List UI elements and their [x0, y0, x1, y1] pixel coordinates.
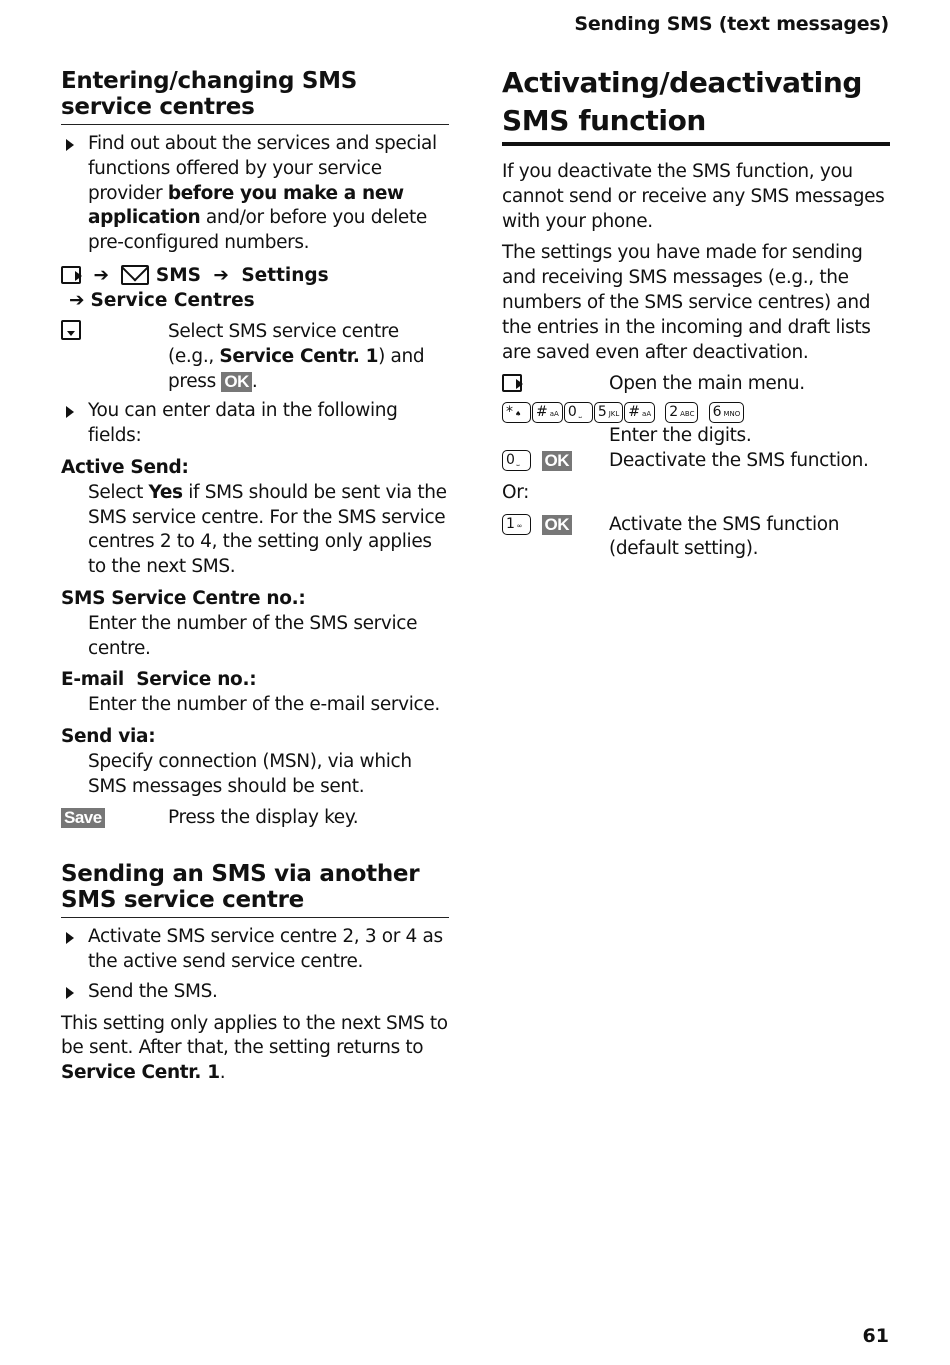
- menu-item-settings: Settings: [241, 264, 329, 286]
- bullet-triangle-icon: [66, 406, 74, 418]
- main-menu-icon: [61, 266, 81, 284]
- arrow-icon: ➔: [93, 264, 109, 286]
- key-1: 1 ∞: [502, 514, 531, 535]
- bullet-triangle-icon: [66, 932, 74, 944]
- digit-key-sequence: [502, 402, 890, 423]
- key-2: 2 ABC: [665, 402, 698, 423]
- field-active-send: Active Send: Select Yes if SMS should be sent via the SMS service centre. For the SMS service centres 2 to 4, the setting only applies to the next SMS.: [61, 456, 447, 578]
- right-column: [502, 64, 890, 562]
- arrow-icon: ➔: [69, 289, 85, 311]
- left-column: [61, 68, 449, 1086]
- bullet-triangle-icon: [66, 139, 74, 151]
- step-select-service-centre: Select SMS service centre (e.g., Service Centr. 1) and press OK .: [61, 320, 449, 394]
- bullet-triangle-icon: [66, 987, 74, 999]
- ok-display-key: OK: [221, 372, 252, 392]
- step-activate: 1 ∞ OK Activate the SMS function (default setting).: [502, 513, 890, 563]
- bullet-enter-fields: You can enter data in the following fields:: [61, 399, 449, 449]
- key-0: 0 ⎵: [564, 402, 593, 423]
- section-heading-activating-sms: Activating/deactivating SMS function: [502, 64, 890, 146]
- section-heading-service-centres: Entering/changing SMS service centres: [61, 68, 449, 125]
- navigation-key-down-icon: [61, 320, 81, 340]
- step-deactivate: 0 ⎵ OK Deactivate the SMS function.: [502, 449, 890, 474]
- menu-item-sms: SMS: [155, 264, 201, 286]
- or-label: Or:: [502, 481, 530, 503]
- step-enter-digits: Enter the digits.: [609, 425, 752, 447]
- ok-display-key: OK: [542, 451, 573, 471]
- field-email-service-no: E-mail Service no.: Enter the number of the e-mail service.: [61, 669, 440, 716]
- key-6: 6 MNO: [709, 402, 745, 423]
- ok-display-key: OK: [542, 515, 573, 535]
- key-5: 5 JKL: [594, 402, 623, 423]
- main-menu-icon: [502, 374, 522, 392]
- bullet-send-sms: Send the SMS.: [61, 980, 449, 1005]
- key-hash: # aA: [624, 402, 655, 423]
- paragraph-deactivate-info: If you deactivate the SMS function, you cannot send or receive any SMS messages with your phone.: [502, 161, 885, 232]
- section-heading-another-service-centre: Sending an SMS via another SMS service centre: [61, 861, 449, 918]
- field-sms-service-centre-no: SMS Service Centre no.: Enter the number of the SMS service centre.: [61, 587, 418, 659]
- menu-path: [61, 263, 449, 313]
- note-setting-applies: This setting only applies to the next SMS to be sent. After that, the setting returns to Service Centr. 1.: [61, 1012, 448, 1084]
- bullet-activate-service-centre: Activate SMS service centre 2, 3 or 4 as the active send service centre.: [61, 925, 449, 975]
- key-star: * ♠: [502, 402, 531, 423]
- field-send-via: Send via: Specify connection (MSN), via which SMS messages should be sent.: [61, 725, 412, 797]
- arrow-icon: ➔: [213, 264, 229, 286]
- save-display-key: Save: [61, 808, 105, 828]
- running-head: Sending SMS (text messages): [574, 13, 889, 35]
- step-open-main-menu: Open the main menu.: [502, 372, 890, 397]
- paragraph-settings-saved: The settings you have made for sending and receiving SMS messages (e.g., the numbers of the SMS service centres) and the entries in the incoming and draft lists are saved even after deactivation.: [502, 242, 871, 363]
- page-number: 61: [862, 1325, 889, 1347]
- key-0: 0 ⎵: [502, 450, 531, 471]
- key-hash: # aA: [532, 402, 563, 423]
- bullet-find-out-services: Find out about the services and special functions offered by your service provider before you make a new application and/or before you delete pre-configured numbers.: [61, 132, 449, 256]
- step-save: Save Press the display key.: [61, 806, 449, 831]
- envelope-icon: [121, 265, 149, 285]
- menu-item-service-centres: Service Centres: [90, 289, 255, 311]
